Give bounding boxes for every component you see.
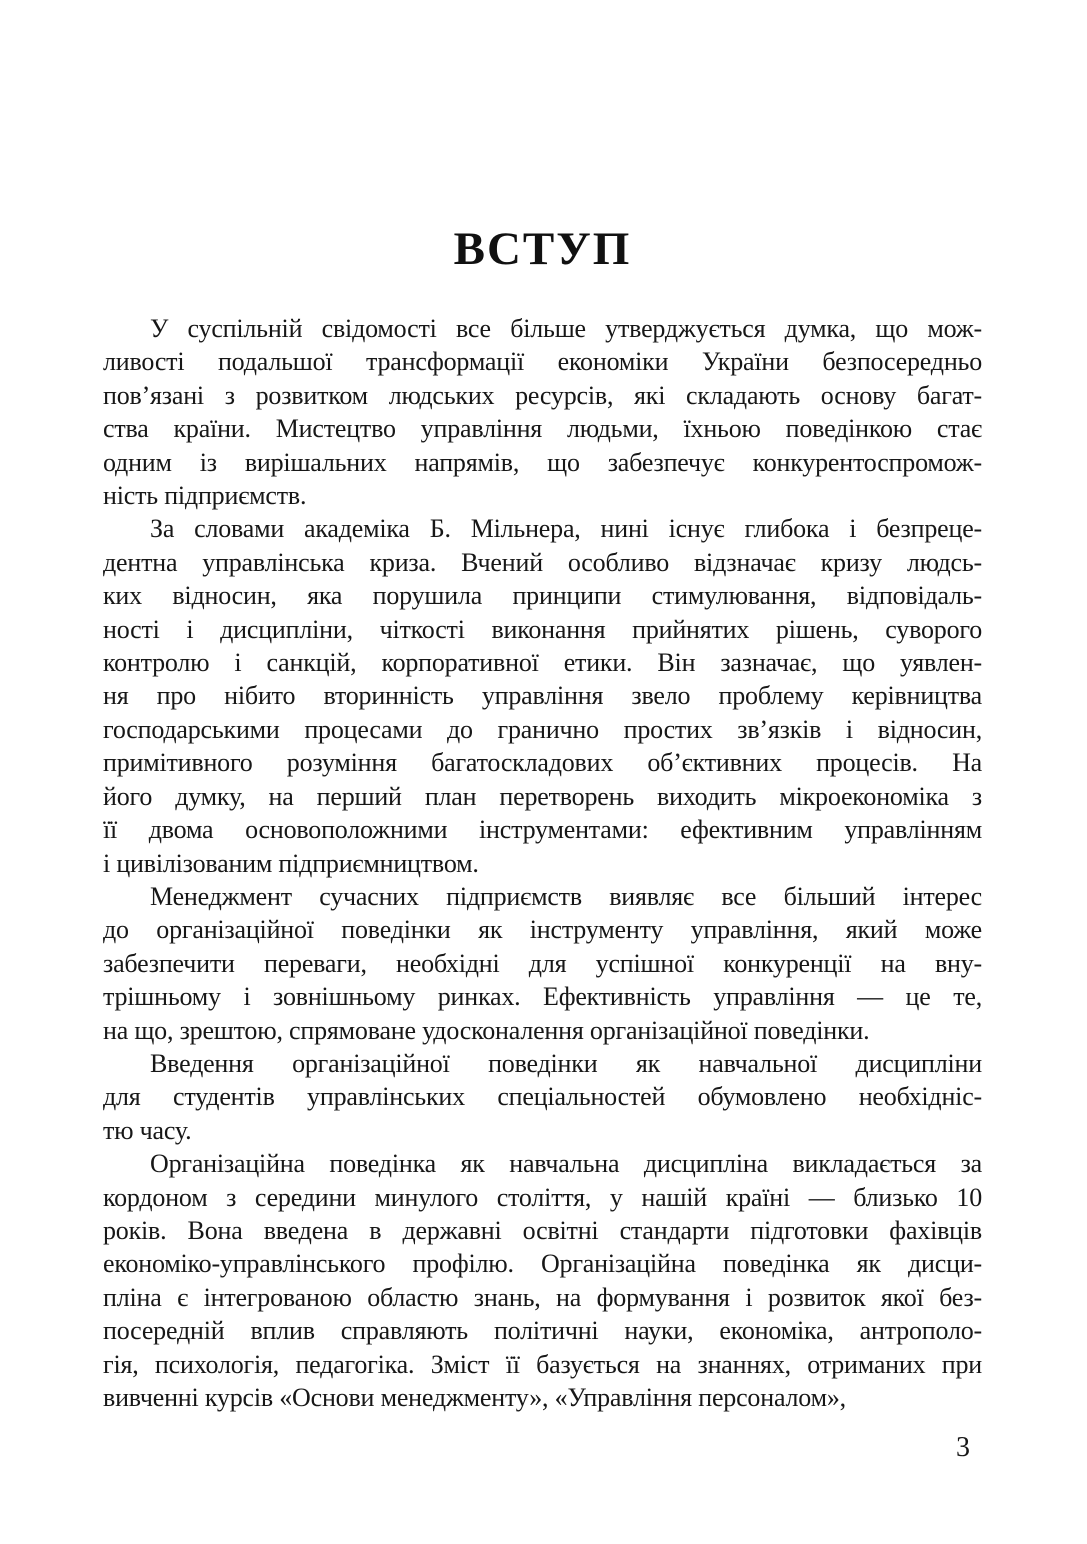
- paragraph: [103, 1147, 982, 1414]
- text-line: Менеджмент сучасних підприємств виявляє все більший інтерес: [150, 881, 982, 911]
- text-line: років. Вона введена в державні освітні стандарти підготовки фахівців: [103, 1215, 982, 1245]
- text-line: вивченні курсів «Основи менеджменту», «Управління персоналом»,: [103, 1383, 846, 1412]
- text-line: Організаційна поведінка як навчальна дисципліна викладається за: [150, 1149, 982, 1179]
- text-line: тю часу.: [103, 1115, 192, 1145]
- text-line: забезпечити переваги, необхідні для успішної конкуренції на вну-: [103, 948, 982, 978]
- text-line: За словами академіка Б. Мільнера, нині існує глибока і безпреце-: [150, 514, 982, 544]
- body-text: [103, 312, 982, 1414]
- text-line: У суспільній свідомості все більше утверджується думка, що мож-: [150, 314, 982, 343]
- text-line: для студентів управлінських спеціальностей обумовлено необхідніс-: [103, 1082, 982, 1112]
- text-line: пов’язані з розвитком людських ресурсів, які складають основу багат-: [103, 380, 982, 410]
- text-line: ності і дисципліни, чіткості виконання прийнятих рішень, суворого: [103, 614, 982, 644]
- text-line: на що, зрештою, спрямоване удосконалення організаційної поведінки.: [103, 1015, 870, 1045]
- text-line: гія, психологія, педагогіка. Зміст її базується на знаннях, отриманих при: [103, 1349, 982, 1379]
- text-line: кордоном з середини минулого століття, у нашій країні — близько 10: [103, 1182, 982, 1212]
- text-line: примітивного розуміння багатоскладових об’єктивних процесів. На: [103, 748, 982, 778]
- text-line: пліна є інтегрованою областю знань, на формування і розвиток якої без-: [103, 1282, 982, 1312]
- page-number: 3: [956, 1432, 970, 1463]
- text-line: ливості подальшої трансформації економіки України безпосередньо: [103, 347, 982, 377]
- text-line: ня про нібито вторинність управління звело проблему керівництва: [103, 681, 982, 711]
- paragraph: [103, 312, 982, 512]
- text-line: економіко-управлінського профілю. Організаційна поведінка як дисци-: [103, 1249, 982, 1279]
- text-line: дентна управлінська криза. Вчений особливо відзначає кризу людсь-: [103, 547, 982, 577]
- paragraph: [103, 1047, 982, 1147]
- page-title: ВСТУП: [453, 223, 632, 275]
- text-line: до організаційної поведінки як інструменту управління, який може: [103, 915, 982, 945]
- text-line: ства країни. Мистецтво управління людьми, їхньою поведінкою стає: [103, 414, 982, 444]
- text-line: контролю і санкцій, корпоративної етики. Він зазначає, що уявлен-: [103, 648, 982, 678]
- text-line: його думку, на перший план перетворень виходить мікроекономіка з: [103, 781, 982, 811]
- text-line: одним із вирішальних напрямів, що забезпечує конкурентоспромож-: [103, 447, 982, 477]
- text-line: посередній вплив справляють політичні науки, економіка, антрополо-: [103, 1316, 982, 1346]
- text-line: ність підприємств.: [103, 481, 307, 511]
- text-line: її двома основоположними інструментами: ефективним управлінням: [103, 815, 982, 845]
- text-line: і цивілізованим підприємництвом.: [103, 848, 479, 878]
- text-line: ких відносин, яка порушила принципи стимулювання, відповідаль-: [103, 581, 982, 611]
- paragraph: [103, 512, 982, 879]
- text-line: трішньому і зовнішньому ринках. Ефективність управління — це те,: [103, 982, 982, 1012]
- text-line: Введення організаційної поведінки як навчальної дисципліни: [150, 1048, 982, 1078]
- text-line: господарськими процесами до гранично простих зв’язків і відносин,: [103, 714, 982, 744]
- paragraph: [103, 880, 982, 1047]
